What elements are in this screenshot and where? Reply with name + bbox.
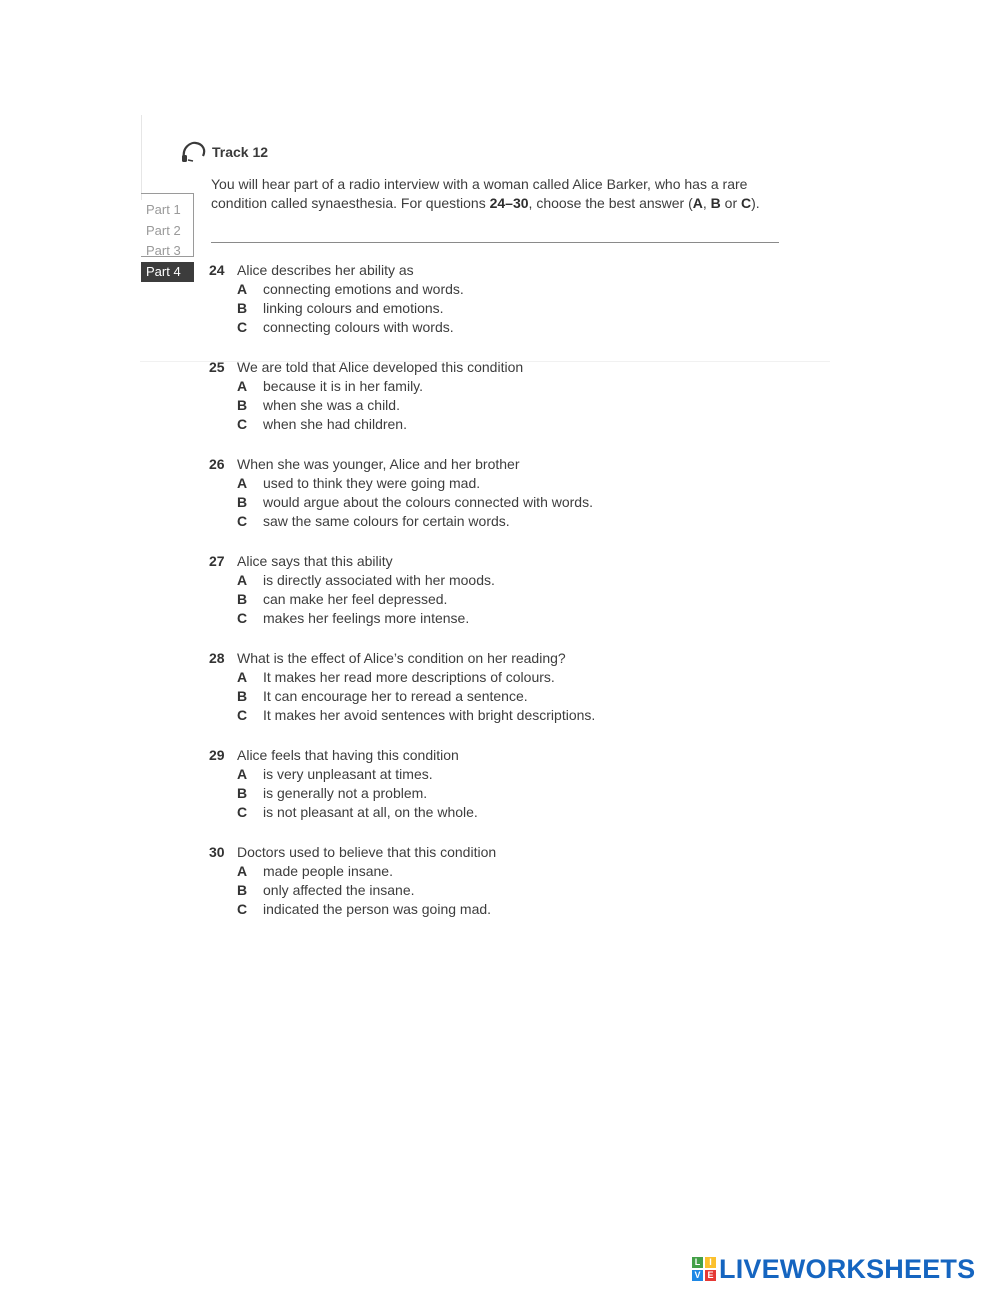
liveworksheets-logo xyxy=(692,1256,975,1282)
question-range: 24–30 xyxy=(489,195,529,211)
logo-tile: E xyxy=(705,1270,716,1281)
question-number: 30 xyxy=(209,844,225,860)
logo-tile: L xyxy=(692,1257,703,1268)
option-letter: A xyxy=(237,766,248,782)
option-text: is directly associated with her moods. xyxy=(263,572,495,588)
answer-option[interactable] xyxy=(209,280,809,299)
option-letter: A xyxy=(237,572,248,588)
scan-edge-artifact xyxy=(141,115,142,200)
option-text: is generally not a problem. xyxy=(263,785,428,801)
answer-option[interactable] xyxy=(209,765,809,784)
answer-option[interactable] xyxy=(209,415,809,434)
option-text: used to think they were going mad. xyxy=(263,475,481,491)
question-stem: Alice describes her ability as xyxy=(237,262,414,278)
question-line xyxy=(209,358,809,377)
option-text: indicated the person was going mad. xyxy=(263,901,492,917)
answer-option[interactable] xyxy=(209,571,809,590)
option-text: It makes her read more descriptions of colours. xyxy=(263,669,555,685)
question-number: 25 xyxy=(209,359,225,375)
answer-option[interactable] xyxy=(209,881,809,900)
question-30 xyxy=(209,843,809,940)
answer-option[interactable] xyxy=(209,318,809,337)
question-line xyxy=(209,261,809,280)
answer-option[interactable] xyxy=(209,862,809,881)
question-number: 26 xyxy=(209,456,225,472)
question-line xyxy=(209,746,809,765)
option-text: because it is in her family. xyxy=(263,378,424,394)
option-text: is not pleasant at all, on the whole. xyxy=(263,804,478,820)
tab-part-2[interactable]: Part 2 xyxy=(146,222,181,238)
logo-tile: V xyxy=(692,1270,703,1281)
answer-option[interactable] xyxy=(209,377,809,396)
answer-option[interactable] xyxy=(209,474,809,493)
answer-option[interactable] xyxy=(209,609,809,628)
option-text: when she had children. xyxy=(263,416,407,432)
tab-part-1[interactable]: Part 1 xyxy=(146,202,181,217)
option-letter: C xyxy=(237,804,248,820)
answer-option[interactable] xyxy=(209,668,809,687)
question-28 xyxy=(209,649,809,746)
question-stem: Alice feels that having this condition xyxy=(237,747,459,763)
logo-tiles xyxy=(692,1257,716,1281)
headphones-icon xyxy=(181,141,207,163)
option-text: It can encourage her to reread a sentence. xyxy=(263,688,528,704)
option-letter: B xyxy=(237,397,248,413)
option-letter: B xyxy=(237,494,248,510)
question-stem: When she was younger, Alice and her brother xyxy=(237,456,520,472)
option-text: when she was a child. xyxy=(263,397,400,413)
instructions-text: You will hear part of a radio interview with a woman called Alice Barker, who has a rare condition called synaesthesia. For questions xyxy=(211,176,748,211)
instructions xyxy=(211,175,786,213)
answer-option[interactable] xyxy=(209,590,809,609)
option-text: connecting emotions and words. xyxy=(263,281,464,297)
part-tabs xyxy=(141,200,194,282)
question-number: 28 xyxy=(209,650,225,666)
question-line xyxy=(209,649,809,668)
logo-text: LIVEWORKSHEETS xyxy=(719,1254,976,1284)
question-line xyxy=(209,552,809,571)
option-text: saw the same colours for certain words. xyxy=(263,513,510,529)
option-letter: B xyxy=(237,688,248,704)
answer-option[interactable] xyxy=(209,512,809,531)
option-a-label: A xyxy=(692,195,703,211)
question-number: 29 xyxy=(209,747,225,763)
option-text: can make her feel depressed. xyxy=(263,591,448,607)
answer-option[interactable] xyxy=(209,299,809,318)
instructions-text: , choose the best answer ( xyxy=(528,195,693,211)
option-letter: B xyxy=(237,300,248,316)
answer-option[interactable] xyxy=(209,493,809,512)
question-number: 27 xyxy=(209,553,225,569)
option-letter: C xyxy=(237,901,248,917)
option-letter: B xyxy=(237,785,248,801)
question-list xyxy=(209,261,809,940)
option-letter: A xyxy=(237,281,248,297)
divider xyxy=(211,242,779,243)
option-letter: A xyxy=(237,863,248,879)
answer-option[interactable] xyxy=(209,900,809,919)
tab-part-4[interactable]: Part 4 xyxy=(141,262,194,283)
logo-tile: I xyxy=(705,1257,716,1268)
question-29 xyxy=(209,746,809,843)
option-b-label: B xyxy=(710,195,721,211)
instructions-text: ). xyxy=(751,195,760,211)
question-stem: Alice says that this ability xyxy=(237,553,393,569)
question-number: 24 xyxy=(209,262,225,278)
answer-option[interactable] xyxy=(209,803,809,822)
option-letter: A xyxy=(237,475,248,491)
track-label: Track 12 xyxy=(212,144,269,160)
question-stem: What is the effect of Alice’s condition on her reading? xyxy=(237,650,566,666)
option-text: makes her feelings more intense. xyxy=(263,610,470,626)
option-letter: A xyxy=(237,378,248,394)
option-text: is very unpleasant at times. xyxy=(263,766,433,782)
instructions-text: , xyxy=(702,195,711,211)
question-line xyxy=(209,843,809,862)
question-26 xyxy=(209,455,809,552)
option-text: would argue about the colours connected with words. xyxy=(263,494,593,510)
question-stem: Doctors used to believe that this condition xyxy=(237,844,497,860)
option-text: made people insane. xyxy=(263,863,393,879)
answer-option[interactable] xyxy=(209,687,809,706)
question-27 xyxy=(209,552,809,649)
question-25 xyxy=(209,358,809,455)
option-text: only affected the insane. xyxy=(263,882,415,898)
instructions-text: or xyxy=(720,195,742,211)
answer-option[interactable] xyxy=(209,784,809,803)
question-stem: We are told that Alice developed this condition xyxy=(237,359,524,375)
option-text: linking colours and emotions. xyxy=(263,300,444,316)
question-line xyxy=(209,455,809,474)
option-letter: C xyxy=(237,416,248,432)
option-letter: C xyxy=(237,513,248,529)
option-letter: C xyxy=(237,610,248,626)
option-text: It makes her avoid sentences with bright descriptions. xyxy=(263,707,596,723)
option-text: connecting colours with words. xyxy=(263,319,454,335)
option-c-label: C xyxy=(741,195,752,211)
tab-part-3[interactable]: Part 3 xyxy=(146,243,181,258)
question-24 xyxy=(209,261,809,358)
track-header xyxy=(181,140,268,164)
answer-option[interactable] xyxy=(209,396,809,415)
option-letter: C xyxy=(237,319,248,335)
option-letter: C xyxy=(237,707,248,723)
option-letter: A xyxy=(237,669,248,685)
option-letter: B xyxy=(237,882,248,898)
answer-option[interactable] xyxy=(209,706,809,725)
option-letter: B xyxy=(237,591,248,607)
